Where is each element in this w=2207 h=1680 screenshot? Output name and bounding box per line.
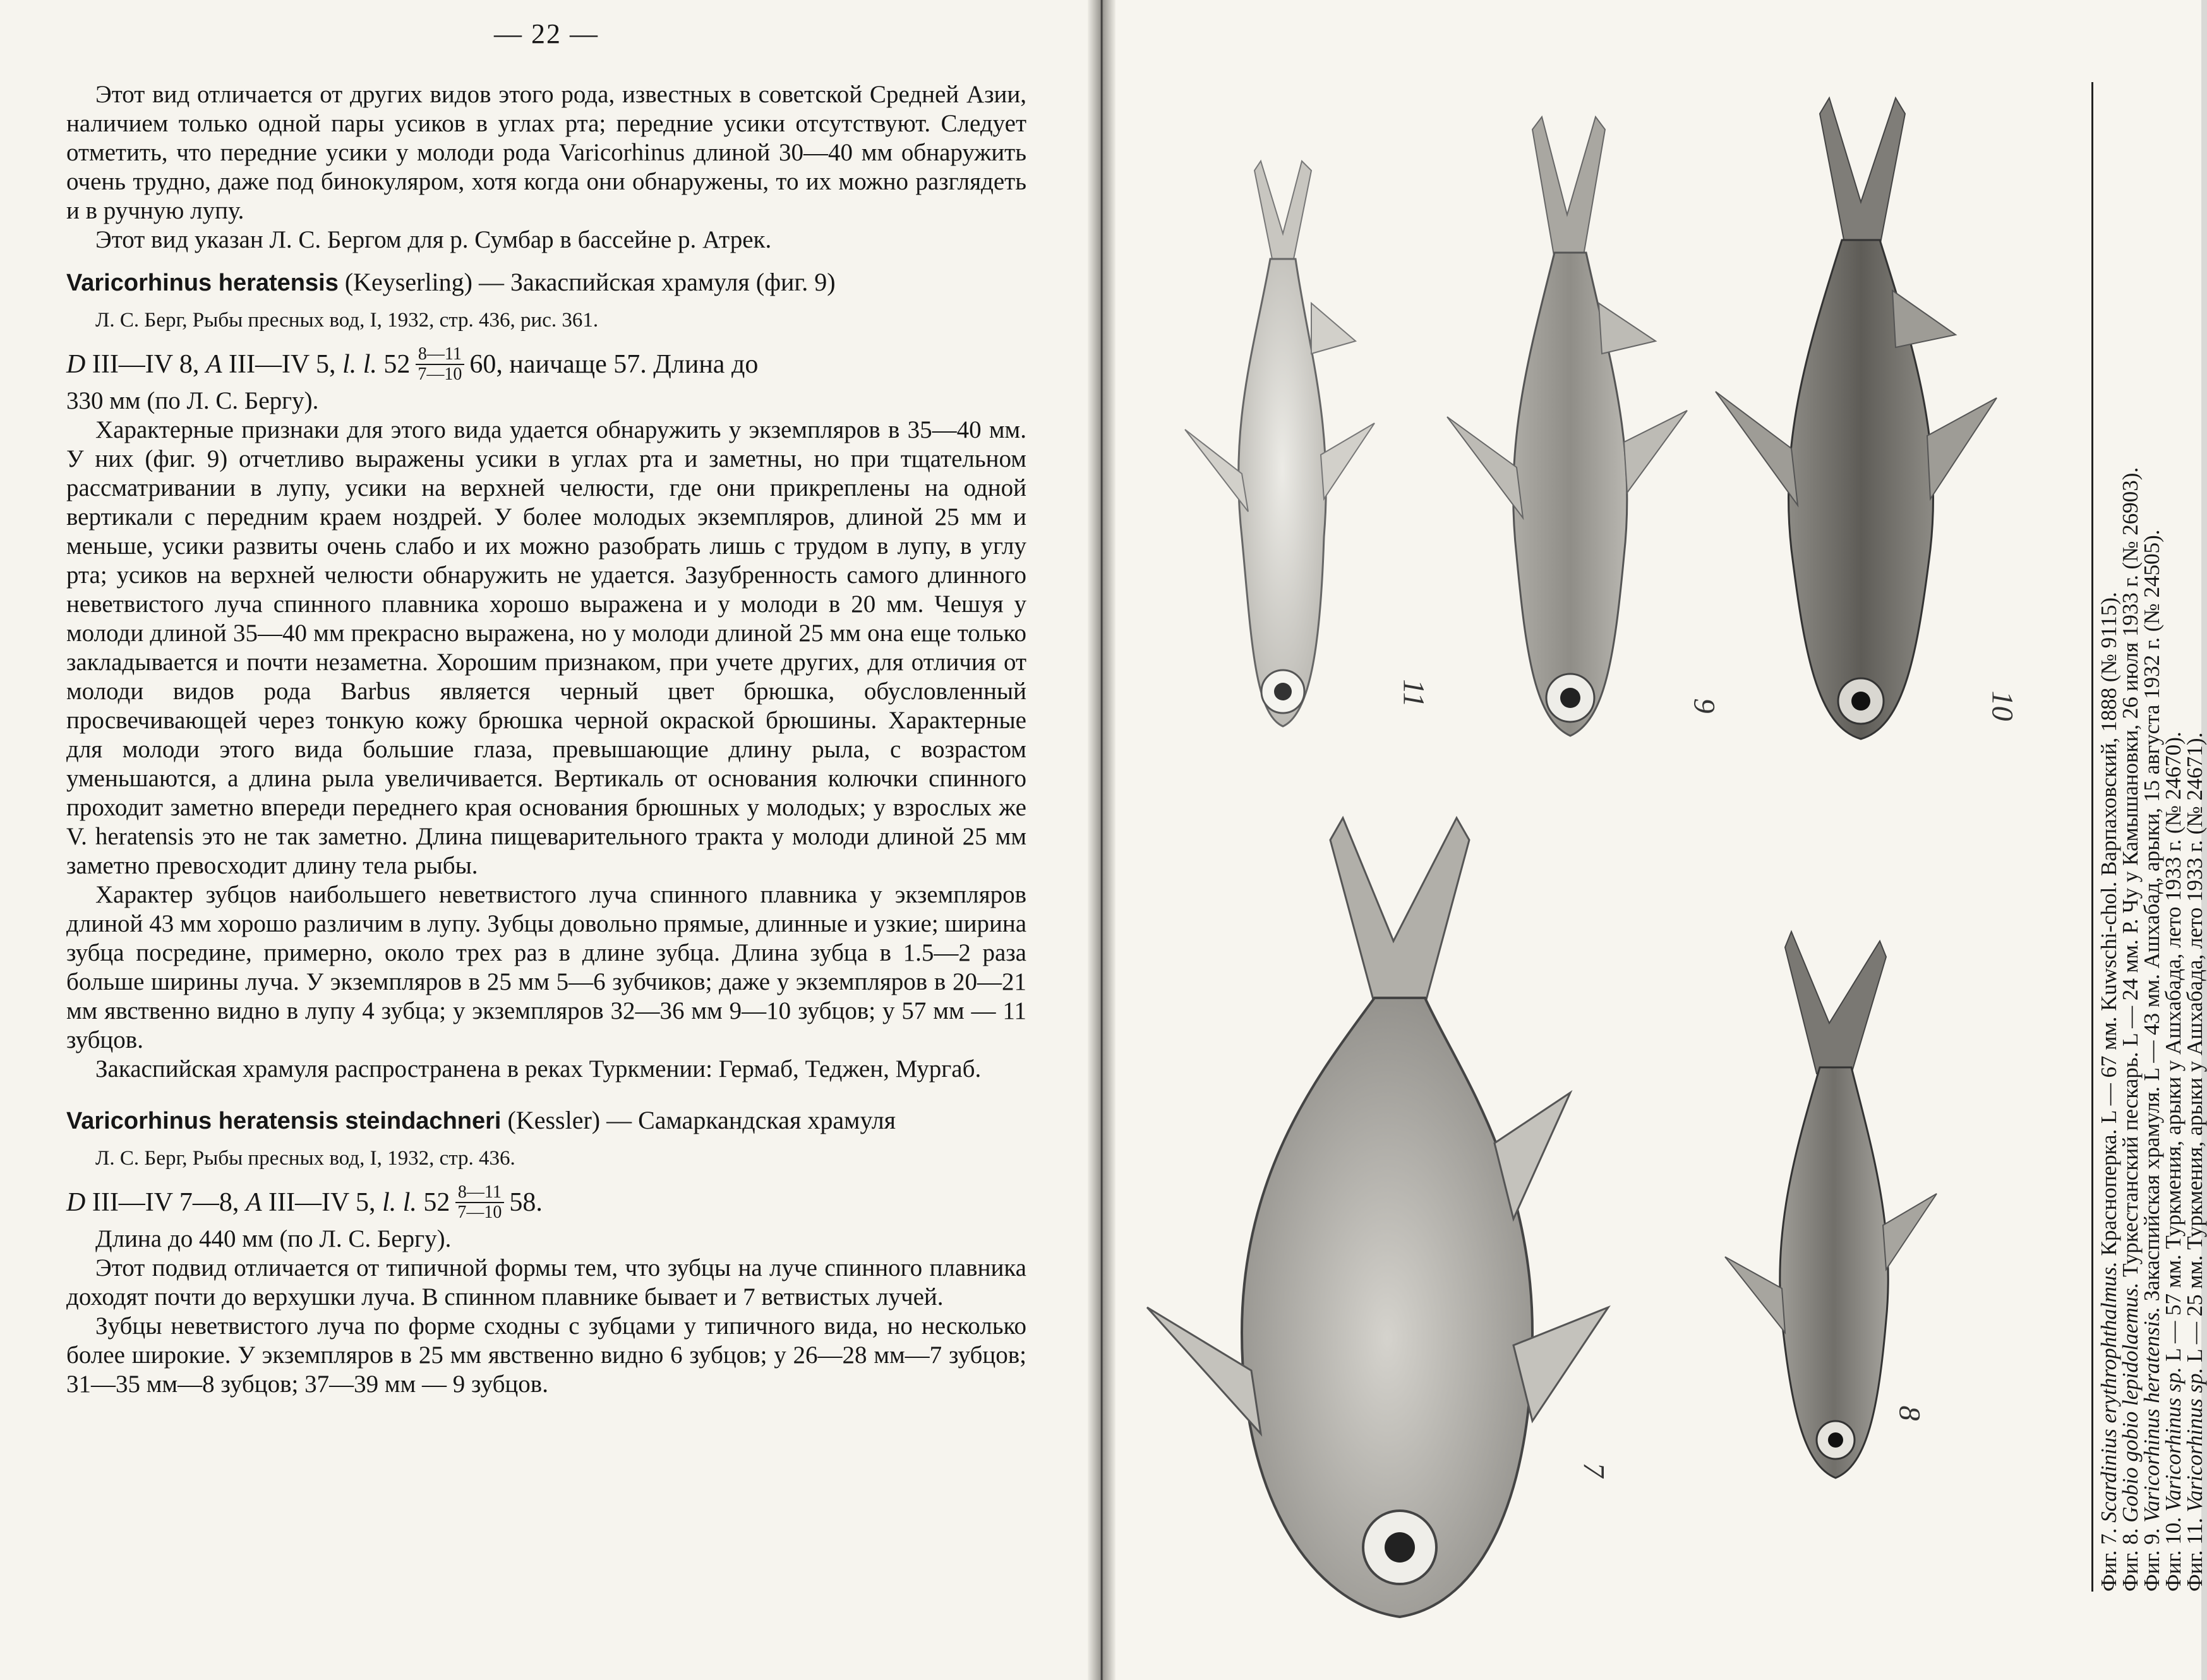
species-heading-steindachneri xyxy=(66,1105,1026,1136)
paragraph-6: Длина до 440 мм (по Л. С. Бергу). xyxy=(95,1225,452,1252)
species-heading-heratensis xyxy=(66,267,1026,298)
fraction-denominator: 7—10 xyxy=(457,1203,502,1222)
caption-details: L — 25 мм. Туркмения, арыки у Ашхабада, лето 1933 г. (№ 24671). xyxy=(2182,732,2207,1362)
fraction-numerator: 8—11 xyxy=(416,345,464,365)
fish-figure-11 xyxy=(1166,158,1400,752)
formula-a: A xyxy=(245,1188,262,1217)
caption-fig-label: Фиг. 10. xyxy=(2161,1516,2186,1592)
fraction-numerator: 8—11 xyxy=(455,1183,504,1203)
fish-figure-9 xyxy=(1434,114,1700,764)
caption-details: L — 57 мм. Туркмения, арыки у Ашхабада, лето 1933 г. (№ 24670). xyxy=(2161,731,2186,1362)
caption-fig-label: Фиг. 8. xyxy=(2118,1528,2143,1592)
fish-11-drawing xyxy=(1166,158,1400,752)
caption-line-11 xyxy=(2184,82,2206,1592)
figure-caption xyxy=(2091,82,2207,1592)
fig-number-10: 10 xyxy=(1985,690,2019,721)
caption-fig-label: Фиг. 9. xyxy=(2139,1528,2164,1592)
caption-details: Туркестанский пескарь. L — 24 мм. Р. Чу у Камышановки, 26 июля 1933 г. (№ 26903). xyxy=(2118,467,2143,1277)
caption-scientific-name: Scardinius erythrophthalmus. xyxy=(2096,1261,2121,1523)
caption-line-8 xyxy=(2120,82,2141,1592)
subspecies-name: Varicorhinus heratensis steindachneri xyxy=(66,1108,502,1134)
paragraph-8: Зубцы неветвистого луча по форме сходны с зубцами у типичного вида, но несколько более широкие. У экземпляров в 25 мм явственно видно 6 зубцов; у 26—28 мм—7 зубцов; 31—35 мм—8 зубцов; 37—39 мм — 9 зубцов. xyxy=(66,1312,1026,1398)
reference-2: Л. С. Берг, Рыбы пресных вод, I, 1932, стр. 436. xyxy=(95,1147,515,1170)
formula-d: D xyxy=(66,1188,86,1217)
formula-tail: 58. xyxy=(509,1188,543,1217)
formula-d: D xyxy=(66,350,86,379)
caption-scientific-name: Varicorhinus sp. xyxy=(2161,1367,2186,1512)
fraction-denominator: 7—10 xyxy=(418,364,462,384)
formula-ll: l. l. xyxy=(342,350,377,379)
paragraph-4: Характер зубцов наибольшего неветвистого луча спинного плавника у экземпляров длиной 43 мм хорошо различим в лупу. Зубцы довольно прямые, длинные и узкие; ширина зубца посредине, примерно, около трех раз в длине зубца. Длина зубца в 1.5—2 раза больше ширины луча. У экземпляров в 25 мм 5—6 зубчиков; даже у экземпляров в 20—21 мм явственно видно в лупу 4 зубца; у экземпляров 32—36 мм 9—10 зубцов; у 57 мм — 11 зубцов. xyxy=(66,881,1026,1053)
caption-line-9 xyxy=(2141,82,2163,1592)
species-author-common: (Keyserling) — Закаспийская храмуля (фиг. 9) xyxy=(344,268,836,296)
fish-7-drawing xyxy=(1141,815,1621,1629)
book-gutter xyxy=(1088,0,1116,1680)
caption-scientific-name: Gobio gobio lepidolaemus. xyxy=(2118,1282,2143,1523)
caption-line-7 xyxy=(2098,82,2120,1592)
caption-line-10 xyxy=(2163,82,2184,1592)
caption-fig-label: Фиг. 11. xyxy=(2182,1518,2207,1592)
formula-a-value: III—IV 5, xyxy=(268,1188,376,1217)
fin-formula-2 xyxy=(66,1183,1026,1222)
subspecies-author-common: (Kessler) — Самаркандская храмуля xyxy=(507,1106,896,1134)
fig-number-11: 11 xyxy=(1397,679,1431,707)
paragraph-5: Закаспийская храмуля распространена в реках Туркмении: Гермаб, Теджен, Мургаб. xyxy=(95,1055,982,1083)
caption-rule xyxy=(2091,82,2093,1592)
reference-1: Л. С. Берг, Рыбы пресных вод, I, 1932, стр. 436, рис. 361. xyxy=(95,309,599,332)
formula-d-value: III—IV 7—8, xyxy=(92,1188,239,1217)
fish-figure-7 xyxy=(1141,815,1621,1629)
caption-fig-label: Фиг. 7. xyxy=(2096,1528,2121,1592)
paragraph-7: Этот подвид отличается от типичной формы тем, что зубцы на луче спинного плавника доходят почти до верхушки луча. В спинном плавнике бывает и 7 ветвистых лучей. xyxy=(66,1254,1026,1311)
formula-continuation: 330 мм (по Л. С. Бергу). xyxy=(66,387,319,414)
formula-ll-value: 52 xyxy=(423,1188,450,1217)
caption-details: Закаспийская храмуля. L — 43 мм. Ашхабад, арыки, 15 августа 1932 г. (№ 24505). xyxy=(2139,529,2164,1302)
formula-fraction xyxy=(455,1183,504,1222)
formula-a-value: III—IV 5, xyxy=(229,350,336,379)
formula-fraction xyxy=(415,345,464,384)
paragraph-2: Этот вид указан Л. С. Бергом для р. Сумбар в бассейне р. Атрек. xyxy=(95,226,772,253)
fig-number-9: 9 xyxy=(1687,698,1721,714)
page-number: — 22 — xyxy=(494,18,599,49)
fig-number-8: 8 xyxy=(1892,1405,1927,1421)
caption-scientific-name: Varicorhinus sp. xyxy=(2182,1367,2207,1513)
caption-scientific-name: Varicorhinus heratensis. xyxy=(2139,1307,2164,1523)
fin-formula-1 xyxy=(66,345,1026,384)
formula-tail: 60, наичаще 57. Длина до xyxy=(469,350,759,379)
paragraph-1: Этот вид отличается от других видов этого рода, известных в советской Средней Азии, наличием только одной пары усиков в углах рта; передние усики отсутствуют. Следует отметить, что передние усики у молоди рода Varicorhinus длиной 30—40 мм обнаружить очень трудно, даже под бинокуляром, хотя когда они обнаружены, то их можно разглядеть и в ручную лупу. xyxy=(66,81,1026,224)
left-page xyxy=(0,0,1099,1680)
right-page xyxy=(1116,0,2207,1680)
text-column xyxy=(66,18,1026,1399)
species-name: Varicorhinus heratensis xyxy=(66,270,339,296)
fig-number-7: 7 xyxy=(1577,1462,1611,1478)
caption-details: Красноперка. L — 67 мм. Kuwschi-chol. Варпаховский, 1888 (№ 9115). xyxy=(2096,592,2121,1256)
formula-d-value: III—IV 8, xyxy=(92,350,200,379)
fish-figure-10 xyxy=(1703,95,2006,764)
fish-9-drawing xyxy=(1434,114,1700,764)
formula-ll: l. l. xyxy=(382,1188,417,1217)
fish-10-drawing xyxy=(1703,95,2006,764)
formula-ll-value: 52 xyxy=(383,350,411,379)
paragraph-3: Характерные признаки для этого вида удается обнаружить у экземпляров в 35—40 мм. У них (фиг. 9) отчетливо выражены усики в углах рта и заметны, но при тщательном рассматривании в лупу, усики на верхней челюсти, где они прикреплены на одной вертикали с передним краем ноздрей. У более молодых экземпляров, длиной 25 мм и меньше, усики развиты очень слабо и их можно разобрать лишь с трудом в лупу, в углу рта; усиков на верхней челюсти обнаружить не удается. Зазубренность самого длинного неветвистого луча спинного плавника хорошо выражена и у молоди в 20 мм. Чешуя у молоди длиной 35—40 мм прекрасно выражена, но у молоди длиной 25 мм она еще только закладывается и почти незаметна. Хорошим признаком, при учете других, для отличия от молоди видов рода Barbus является черный цвет брюшка, обусловленный просвечивающей через тонкую кожу брюшка черной окраской брюшины. Характерные для молоди этого вида большие глаза, превышающие длину рыла, с возрастом уменьшаются, а длина рыла увеличивается. Вертикаль от основания колючки спинного проходит заметно впереди переднего края основания брюшных у молодых; у взрослых же V. heratensis это не так заметно. Длина пищеварительного тракта у молоди длиной 25 мм заметно превосходит длину тела рыбы. xyxy=(66,416,1026,879)
formula-a: A xyxy=(205,350,222,379)
